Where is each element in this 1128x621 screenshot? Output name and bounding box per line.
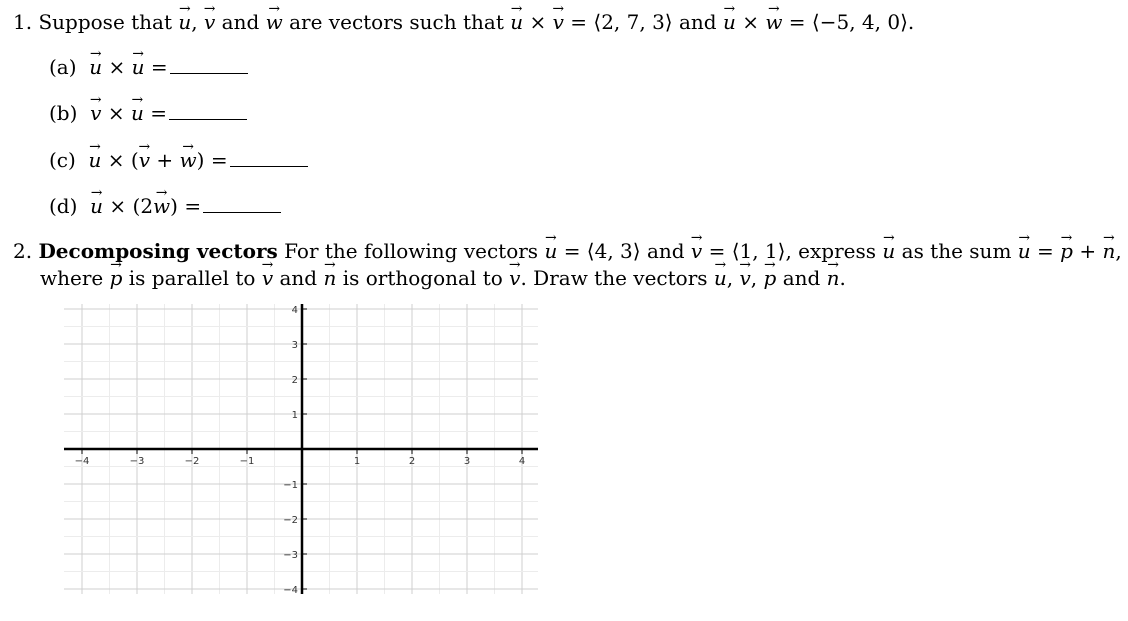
paren-close: ): [196, 148, 205, 172]
problem-2-statement-line-2: [40, 266, 846, 290]
period: .: [839, 266, 846, 290]
plus-sign: +: [156, 148, 174, 172]
vector-v: → v: [509, 266, 520, 290]
text: . Draw the vectors: [520, 266, 708, 290]
part-a: [49, 55, 248, 79]
cross-sign: ×: [529, 10, 547, 34]
problem-2-statement-line-1: [13, 239, 1122, 263]
problem-number: 2.: [13, 239, 33, 263]
text: as the sum: [901, 239, 1012, 263]
vector-v: → v: [204, 10, 215, 34]
part-label: (c): [49, 148, 76, 172]
x-tick-label: 4: [518, 456, 526, 467]
vector-u: → u: [131, 101, 144, 125]
coordinate-grid[interactable]: [60, 300, 544, 600]
value: = ⟨4, 3⟩: [563, 239, 641, 263]
text: and: [279, 266, 318, 290]
answer-blank[interactable]: [203, 198, 281, 213]
text: is parallel to: [128, 266, 256, 290]
y-tick-label: 2: [291, 375, 298, 386]
vector-v: → v: [691, 239, 702, 263]
vector-w: → w: [266, 10, 283, 34]
vector-n: → n: [1102, 239, 1115, 263]
vector-v: → v: [739, 266, 750, 290]
paren-close: ): [170, 194, 178, 218]
x-tick-label: −3: [129, 456, 145, 467]
part-d: [49, 194, 281, 218]
answer-blank[interactable]: [170, 59, 248, 74]
answer-blank[interactable]: [169, 105, 247, 120]
equals: =: [184, 194, 202, 218]
text: and: [221, 10, 260, 34]
vector-p: → p: [1060, 239, 1073, 263]
vector-w: → w: [153, 194, 170, 218]
equals: =: [210, 148, 228, 172]
part-label: (b): [49, 101, 78, 125]
vector-n: → n: [827, 266, 840, 290]
comma: ,: [1115, 239, 1122, 263]
comma: ,: [191, 10, 198, 34]
part-label: (d): [49, 194, 78, 218]
equals: =: [1037, 239, 1054, 263]
text: and: [782, 266, 821, 290]
vector-u: → u: [882, 239, 895, 263]
vector-v: → v: [553, 10, 564, 34]
vector-p: → p: [764, 266, 777, 290]
value: = ⟨−5, 4, 0⟩.: [788, 10, 915, 34]
vector-u: → u: [714, 266, 727, 290]
vector-v: → v: [90, 101, 101, 125]
y-tick-label: −2: [283, 515, 298, 526]
x-tick-label: −2: [184, 456, 200, 467]
y-tick-label: 4: [291, 305, 298, 316]
comma: ,: [750, 266, 758, 290]
problem-title: Decomposing vectors: [38, 239, 278, 263]
y-tick-label: 1: [291, 410, 298, 421]
vector-u: → u: [544, 239, 557, 263]
text: are vectors such that: [289, 10, 504, 34]
y-tick-label: −3: [283, 550, 298, 561]
text: where: [40, 266, 104, 290]
equals: =: [150, 101, 167, 125]
vector-u: → u: [1018, 239, 1031, 263]
y-tick-label: −1: [283, 480, 298, 491]
vector-v: → v: [262, 266, 273, 290]
paren-open: (2: [132, 194, 154, 218]
vector-u: → u: [132, 55, 145, 79]
y-tick-label: 3: [291, 340, 298, 351]
plus-sign: +: [1079, 239, 1097, 263]
x-tick-label: −4: [74, 456, 90, 467]
vector-u: → u: [90, 194, 103, 218]
vector-w: → w: [765, 10, 782, 34]
text: For the following vectors: [284, 239, 539, 263]
problem-1-statement: [13, 10, 914, 34]
text: and: [678, 10, 717, 34]
x-tick-label: 1: [353, 456, 361, 467]
value: = ⟨1, 1⟩, express: [708, 239, 877, 263]
vector-u: → u: [510, 10, 523, 34]
x-tick-label: −1: [239, 456, 255, 467]
problem-number: 1.: [13, 10, 33, 34]
cross-sign: ×: [742, 10, 759, 34]
answer-blank[interactable]: [230, 152, 308, 167]
cross-sign: ×: [107, 101, 125, 125]
vector-u: → u: [89, 148, 102, 172]
text: and: [646, 239, 685, 263]
part-label: (a): [49, 55, 77, 79]
vector-u: → u: [723, 10, 736, 34]
text: Suppose that: [38, 10, 173, 34]
part-b: [49, 101, 247, 125]
comma: ,: [726, 266, 734, 290]
cross-sign: ×: [108, 55, 126, 79]
paren-open: (: [130, 148, 139, 172]
cross-sign: ×: [107, 148, 125, 172]
cross-sign: ×: [109, 194, 127, 218]
y-tick-label: −4: [283, 585, 298, 596]
part-c: [49, 148, 308, 172]
vector-w: → w: [180, 148, 197, 172]
x-tick-label: 2: [408, 456, 416, 467]
value: = ⟨2, 7, 3⟩: [570, 10, 673, 34]
vector-u: → u: [89, 55, 102, 79]
vector-u: → u: [178, 10, 191, 34]
text: is orthogonal to: [342, 266, 503, 290]
x-tick-label: 3: [463, 456, 471, 467]
equals: =: [150, 55, 168, 79]
vector-n: → n: [323, 266, 336, 290]
vector-v: → v: [139, 148, 150, 172]
vector-p: → p: [110, 266, 123, 290]
